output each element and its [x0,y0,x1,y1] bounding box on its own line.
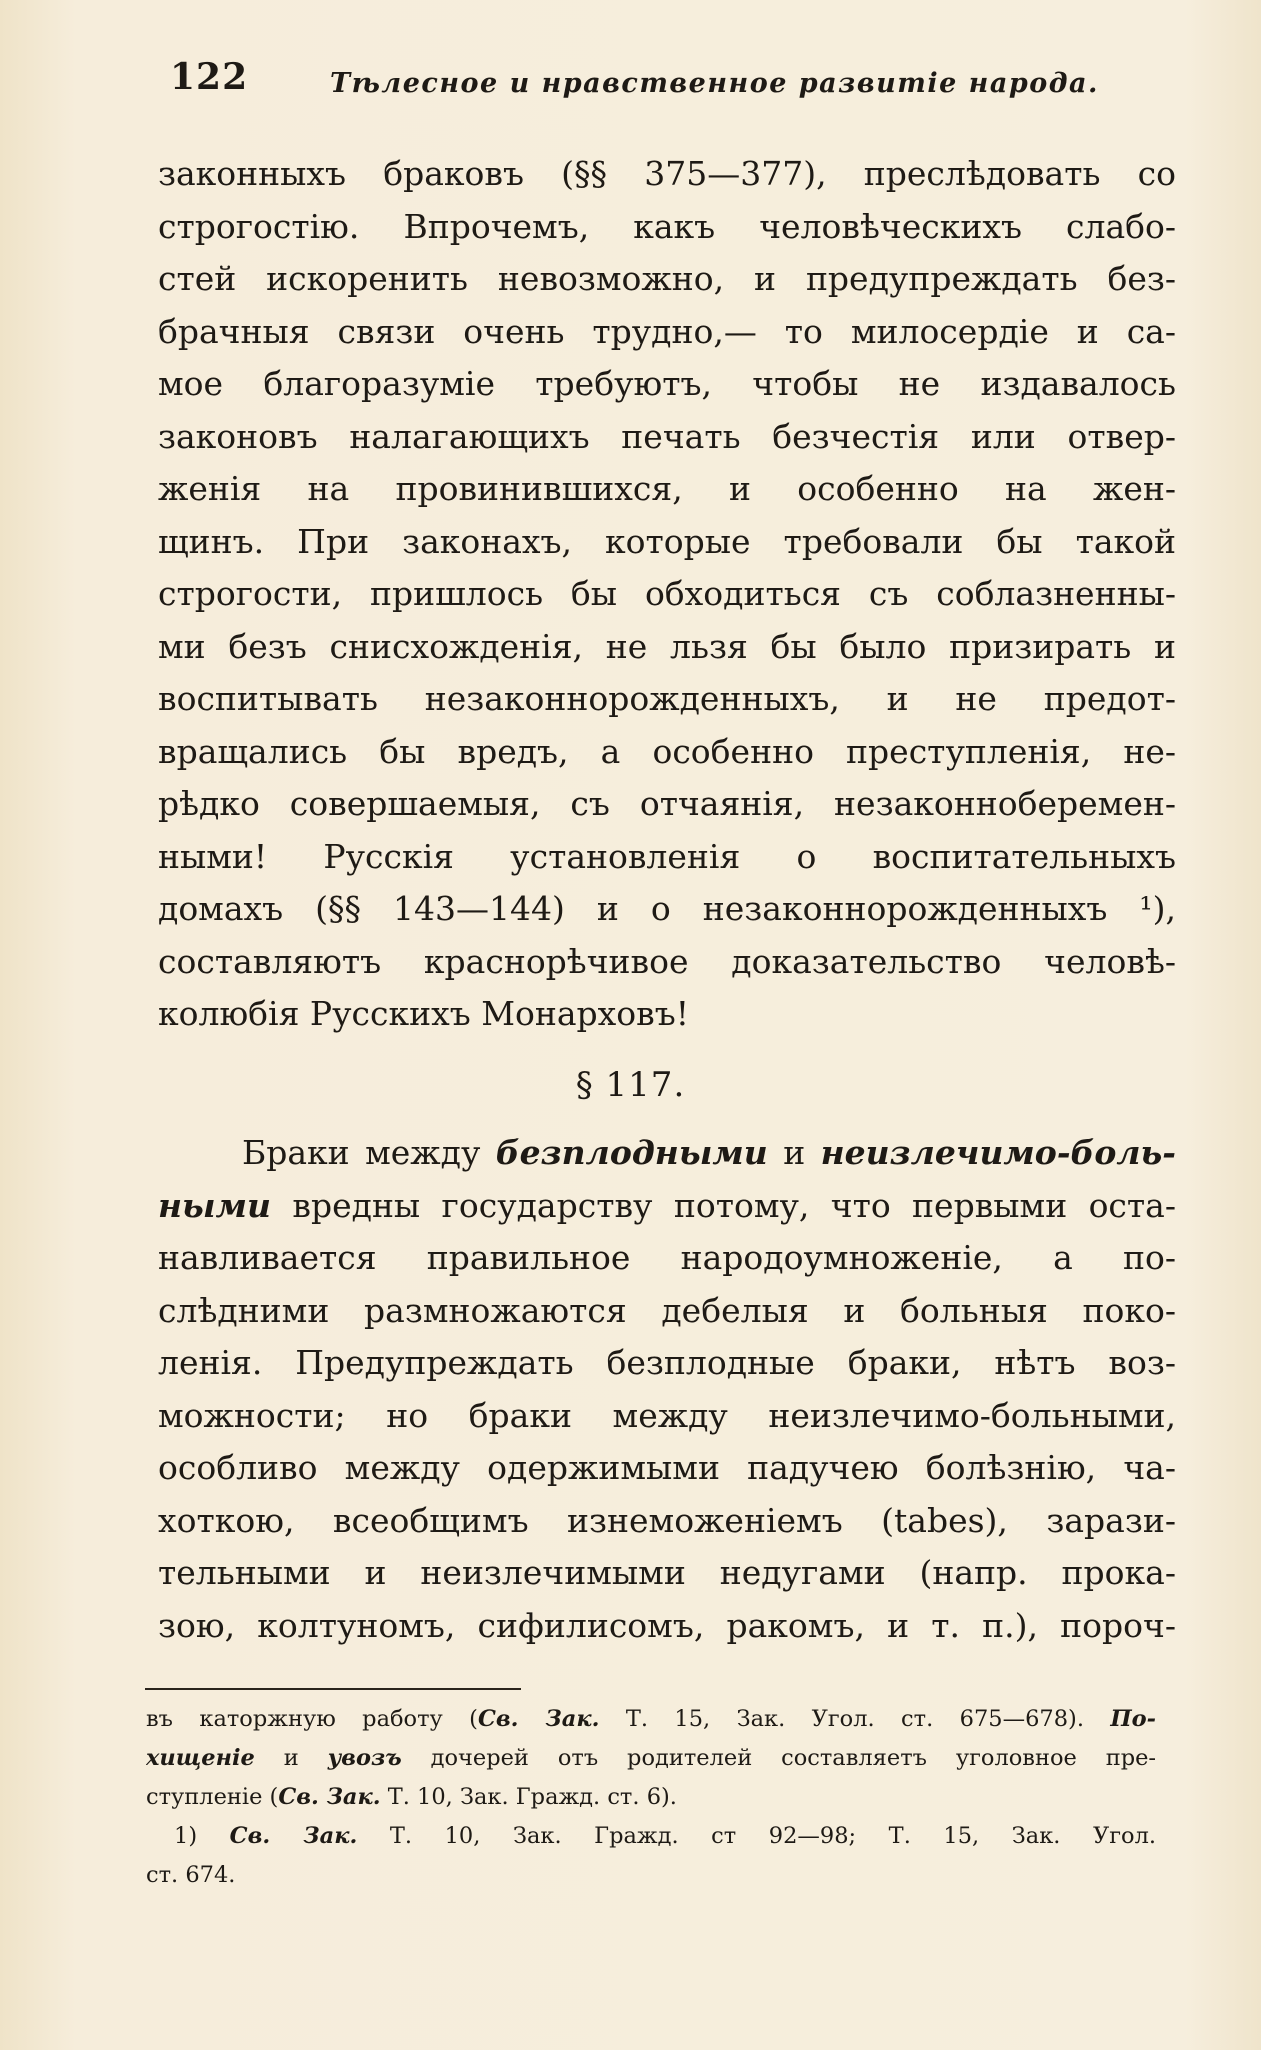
text-line: навливается правильное народоумноженіе, а по- [158,1238,1176,1277]
section-heading: § 117. [575,1065,686,1105]
footnote-line [146,1700,1156,1739]
footnote-divider [145,1688,521,1690]
page-number: 122 [170,56,249,98]
text-line: ленія. Предупреждать безплодные браки, нѣтъ воз- [158,1343,1176,1382]
text-line: составляютъ краснорѣчивое доказательство человѣ- [158,941,1176,981]
text-run: въ каторжную работу ( [146,1706,478,1732]
text-line [158,1127,1176,1180]
text-line: законныхъ браковъ (§§ 375—377), преслѣдовать со [158,154,1176,193]
text-run: Т. 10, Зак. Гражд. ст. 6). [387,1784,677,1810]
italic-term: хищеніе [146,1745,255,1771]
footnotes [146,1700,1156,1895]
text-line: стей искоренить невозможно, и предупреждать без- [158,259,1176,298]
footnote-1 [146,1817,1156,1856]
text-run: Т. 15, Зак. Угол. ст. 675—678). [625,1706,1084,1732]
text-line: законовъ налагающихъ печать безчестія или отвер- [158,416,1176,456]
text-line: тельными и неизлечимыми недугами (напр. прока- [158,1553,1176,1592]
italic-term: По- [1110,1706,1156,1732]
text-line: хоткою, всеобщимъ изнеможеніемъ (tabes), зарази- [158,1500,1176,1540]
paragraph-1 [158,148,1176,1041]
text-line: брачныя связи очень трудно,— то милосердіе и са- [158,311,1176,351]
footnote-line: ст. 674. [146,1862,236,1888]
text-line [158,1180,1176,1233]
footnote-line [146,1739,1156,1778]
text-line: щинъ. При законахъ, которые требовали бы такой [158,521,1176,561]
text-line: строгостію. Впрочемъ, какъ человѣческихъ слабо- [158,206,1176,246]
text-line: можности; но браки между неизлечимо-больными, [158,1395,1176,1435]
text-line: слѣдними размножаются дебелыя и больныя поко- [158,1290,1176,1330]
text-run: дочерей отъ родителей составляетъ уголовное пре- [430,1745,1156,1771]
text-line: ными! Русскія установленія о воспитательныхъ [158,836,1176,876]
paragraph-2 [158,1127,1176,1652]
running-title: Тѣлесное и нравственное развитіе народа. [330,68,1099,99]
footnote-marker: 1) [174,1823,198,1849]
text-line: особливо между одержимыми падучею болѣзнію, ча- [158,1448,1176,1487]
text-line: колюбія Русскихъ Монарховъ! [158,994,689,1033]
text-line: строгости, пришлось бы обходиться съ соблазненны- [158,574,1176,613]
text-run: вредны государству потому, что первыми оста- [292,1185,1176,1225]
italic-term: увозъ [327,1745,402,1771]
citation-abbrev: Св. Зак. [229,1823,358,1849]
italic-term: ными [158,1185,272,1225]
text-run: Т. 10, Зак. Гражд. ст 92—98; Т. 15, Зак. Угол. [389,1823,1156,1849]
text-line: женія на провинившихся, и особенно на жен- [158,469,1176,508]
text-line: вращались бы вредъ, а особенно преступленія, не- [158,731,1176,771]
citation-abbrev: Св. Зак. [477,1706,600,1732]
text-run: ступленіе ( [146,1784,279,1810]
text-line: ми безъ снисхожденія, не льзя бы было призирать и [158,626,1176,666]
text-line: мое благоразуміе требуютъ, чтобы не издавалось [158,364,1176,403]
page-header [170,52,1099,112]
italic-term: неизлечимо-боль- [820,1133,1176,1172]
citation-abbrev: Св. Зак. [278,1784,381,1810]
text-line: воспитывать незаконнорожденныхъ, и не предот- [158,679,1176,718]
footnote-line [146,1778,1156,1817]
italic-term: безплодными [495,1133,768,1172]
text-line: рѣдко совершаемыя, съ отчаянія, незаконноберемен- [158,784,1176,823]
text-line: домахъ (§§ 143—144) и о незаконнорожденныхъ ¹), [158,889,1176,928]
text-run: и [283,1745,299,1771]
text-line: зою, колтуномъ, сифилисомъ, ракомъ, и т. п.), пороч- [158,1605,1176,1645]
text-run: Браки между [242,1133,481,1172]
text-run: и [783,1133,806,1172]
